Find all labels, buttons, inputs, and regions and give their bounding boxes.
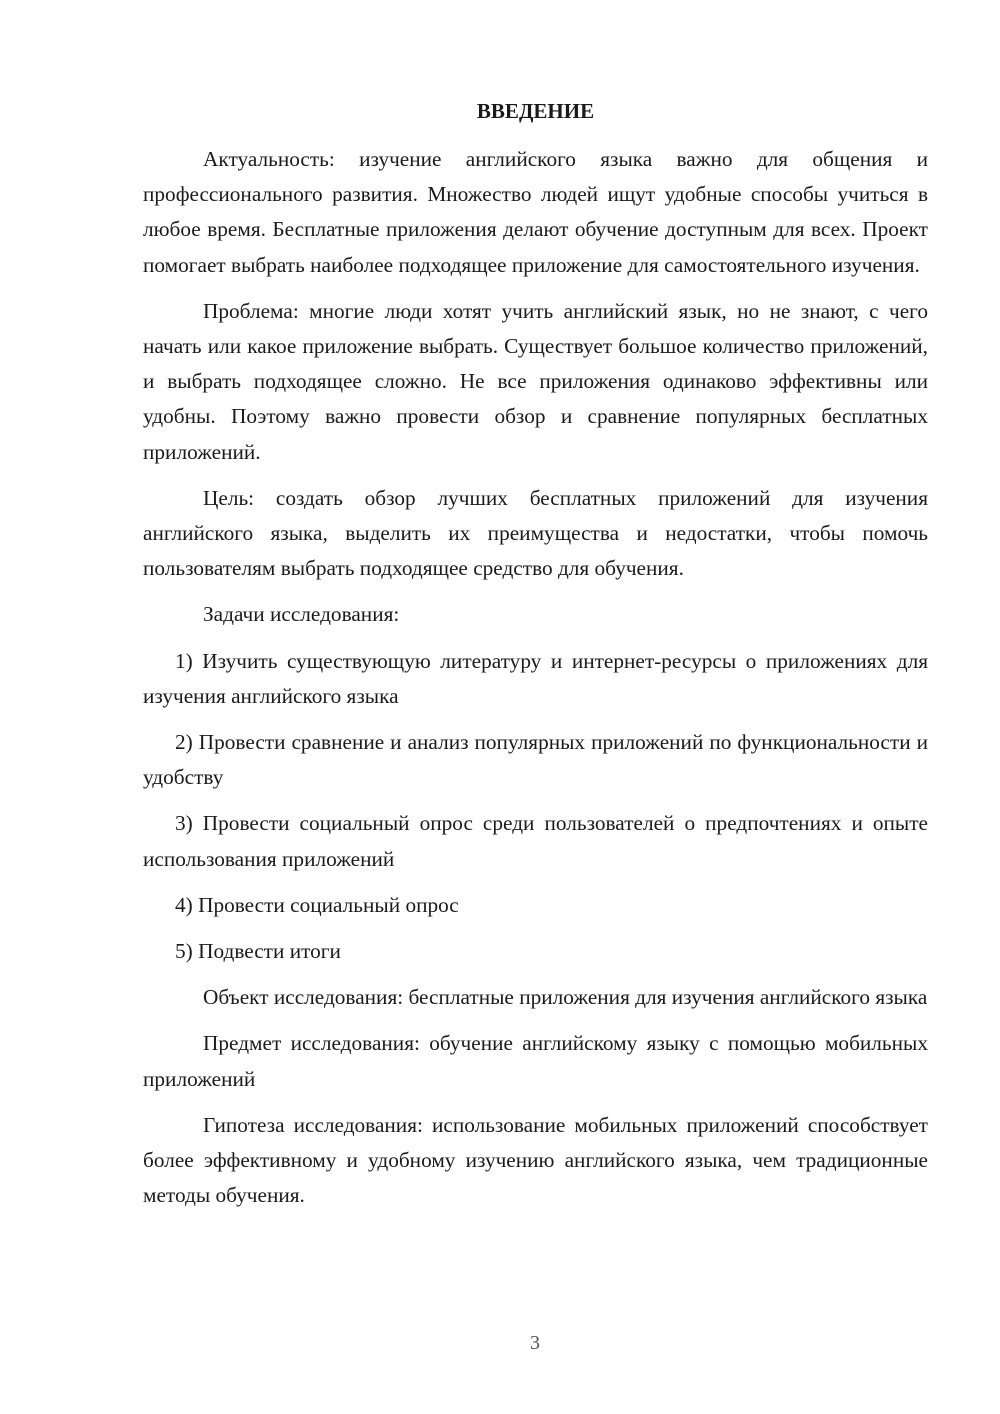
- task-item-5: 5) Подвести итоги: [175, 939, 341, 964]
- page-title: ВВЕДЕНИЕ: [476, 99, 595, 123]
- document-page: [143, 0, 928, 1414]
- paragraph-goal: Цель: создать обзор лучших бесплатных приложений для изучения английского языка, выделить их преимущества и недостатки, чтобы помочь пользователям выбрать подходящее средство для обучения.: [143, 485, 928, 581]
- paragraph-subject: Предмет исследования: обучение английскому языку с помощью мобильных приложений: [143, 1031, 928, 1091]
- document-body: [143, 142, 928, 1224]
- task-item-4: 4) Провести социальный опрос: [175, 892, 459, 917]
- paragraph-relevance: Актуальность: изучение английского языка важно для общения и профессионального развития. Множество людей ищут удобные способы учиться в любое время. Бесплатные приложения делают обучение доступным для всех. Проект помогает выбрать наиболее подходящее приложение для самостоятельного изучения.: [143, 147, 928, 277]
- paragraph-problem: Проблема: многие люди хотят учить английский язык, но не знают, с чего начать или какое приложение выбрать. Существует большое количество приложений, и выбрать подходящее сложно. Не все приложения одинаково эффективны или удобны. Поэтому важно провести обзор и сравнение популярных бесплатных приложений.: [143, 298, 928, 464]
- page-number: 3: [530, 1332, 540, 1354]
- task-item-3: 3) Провести социальный опрос среди пользователей о предпочтениях и опыте использования приложений: [143, 811, 928, 871]
- task-item-1: 1) Изучить существующую литературу и интернет-ресурсы о приложениях для изучения английского языка: [143, 648, 928, 708]
- paragraph-hypothesis: Гипотеза исследования: использование мобильных приложений способствует более эффективному и удобному изучению английского языка, чем традиционные методы обучения.: [143, 1112, 928, 1208]
- tasks-heading: Задачи исследования:: [203, 602, 400, 627]
- paragraph-object: Объект исследования: бесплатные приложения для изучения английского языка: [203, 985, 928, 1010]
- task-item-2: 2) Провести сравнение и анализ популярных приложений по функциональности и удобству: [143, 730, 928, 790]
